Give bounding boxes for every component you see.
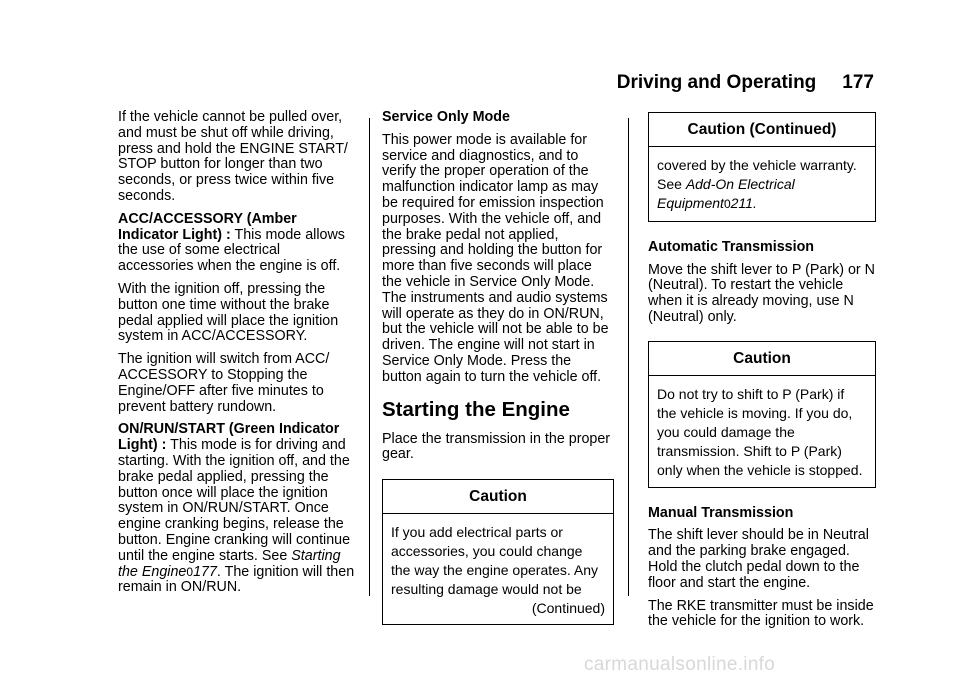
paragraph-manual: The shift lever should be in Neutral and the parking brake engaged. Hold the clutch pedal down to the floor and start the engine. [648,527,869,591]
service-only-heading: Service Only Mode [382,109,510,125]
page-number: 177 [842,72,874,93]
caution-continued-text: covered by the vehicle warranty. [657,156,857,173]
xref-arrow-icon: 0 [186,564,194,579]
caution-see-line [657,175,867,214]
section-title: Driving and Operating [616,72,817,93]
caution-continued-title: Caution (Continued) [649,113,875,147]
caution-2-title: Caution [649,342,875,376]
starting-engine-heading: Starting the Engine [382,397,570,421]
acc-term: ACC/ACCESSORY (Amber Indicator Light) : [118,210,297,243]
paragraph-service: This power mode is available for service and diagnostics, and to verify the proper operation of the malfunction indicator lamp as may be required for emission inspection purposes. With the vehicle off, and the brake pedal not applied, pressing and holding the button for more than five seconds will place the vehicle in Service Only Mode. The instruments and audio systems will operate as they do in ON/RUN, but the vehicle will not be able to be driven. The engine will not start in Service Only Mode. Press the button again to turn the vehicle off. [382,131,609,385]
run-term: ON/RUN/START (Green Indicator Light) : [118,421,340,454]
caution-title: Caution [383,480,613,514]
paragraph-acc-timeout: The ignition will switch from ACC/ ACCESSORY to Stopping the Engine/OFF after five minutes to prevent battery rundown. [118,351,330,415]
column-divider-1 [369,118,370,596]
xref-arrow-icon: 0 [723,196,731,211]
caution-continued-body [649,147,875,221]
caution-continued: (Continued) [531,599,605,616]
run-text: This mode is for driving and starting. With the ignition off, and the brake pedal applied, pressing the button once will place the ignition system in ON/RUN/START. Once engine cranking begins, release the button. Engine cranking will continue until the engine starts. See [118,437,351,564]
column-1 [118,110,358,603]
paragraph-starting: Place the transmission in the proper gear. [382,430,611,463]
xref-page[interactable]: 177 [193,563,217,580]
caution-text: If you add electrical parts or accessories, you could change the way the engine operates. Any resulting damage would not be [391,523,599,597]
acc-text: This mode allows the use of some electrical accessories when the engine is off. [118,226,345,275]
watermark: carmanualsonline.info [584,654,776,675]
page-header [600,70,874,96]
paragraph-automatic: Move the shift lever to P (Park) or N (Neutral). To restart the vehicle when it is already moving, use N (Neutral) only. [648,261,875,325]
paragraph-run [118,422,358,596]
xref-starting-engine[interactable]: Starting the Engine [118,547,341,580]
caution-2-body: Do not try to shift to P (Park) if the vehicle is moving. If you do, you could damage the transmission. Shift to P (Park) only when the vehicle is stopped. [657,385,863,478]
caution-box [382,479,614,625]
caution-continued-box [648,112,876,222]
column-3 [648,110,876,637]
paragraph-acc-ignition: With the ignition off, pressing the button one time without the brake pedal applied will place the ignition system in ACC/ACCESSORY. [118,280,339,345]
paragraph-rke: The RKE transmitter must be inside the vehicle for the ignition to work. [648,597,874,630]
column-2 [382,110,614,643]
paragraph-shutoff: If the vehicle cannot be pulled over, and must be shut off while driving, press and hold the ENGINE START/ STOP button for longer than two seconds, or press twice within five seconds. [118,109,348,204]
paragraph-acc [118,212,358,275]
xref-page[interactable]: 211 [730,194,753,211]
caution-see: See [657,175,686,192]
automatic-transmission-heading: Automatic Transmission [648,238,815,255]
xref-addon-equipment[interactable]: Add-On Electrical Equipment [657,175,795,211]
caution-box-2 [648,341,876,488]
caution-ref-tail: . [752,194,757,211]
manual-transmission-heading: Manual Transmission [648,504,794,521]
column-divider-2 [628,118,629,596]
caution-body [383,514,613,624]
run-tail: . The ignition will then remain in ON/RUN. [118,563,355,596]
